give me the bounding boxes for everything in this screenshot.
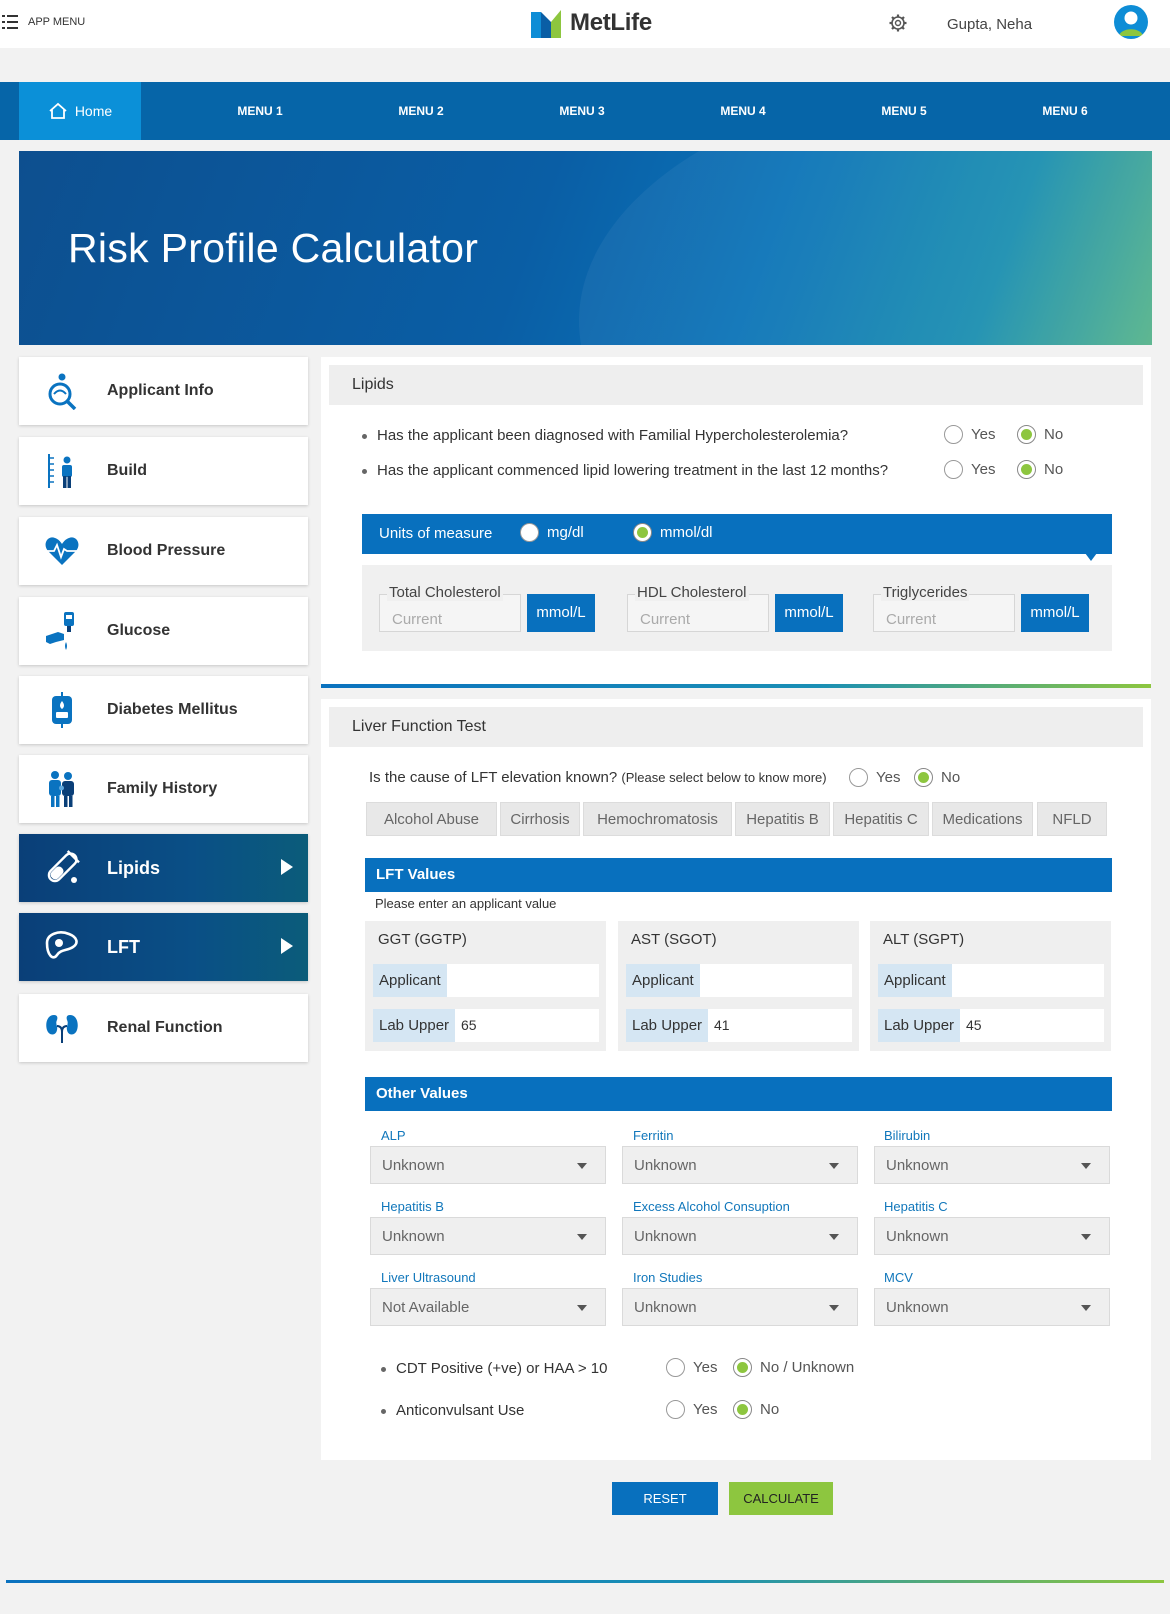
hepatitis-b-label: Hepatitis B: [381, 1199, 444, 1214]
bilirubin-label: Bilirubin: [884, 1128, 931, 1143]
select-value: Unknown: [382, 1157, 445, 1174]
unit-mgdl-radio[interactable]: [520, 523, 584, 542]
radio-circle: [520, 523, 539, 542]
applicant-input[interactable]: [626, 964, 852, 997]
mcv-select[interactable]: [874, 1288, 1110, 1326]
row-label: Lab Upper: [626, 1009, 708, 1042]
card-title: AST (SGOT): [631, 931, 717, 948]
sidebar-item-renal-function[interactable]: [19, 994, 308, 1062]
row-value: 45: [966, 1017, 982, 1033]
lab-upper-input[interactable]: [878, 1009, 1104, 1042]
lft-icon: [37, 927, 87, 967]
family-icon: [37, 769, 87, 809]
radio-circle-selected: [1017, 460, 1036, 479]
user-name[interactable]: Gupta, Neha: [947, 16, 1033, 33]
nav-menu-4[interactable]: MENU 4: [720, 104, 766, 118]
hero-decoration: [579, 151, 1152, 345]
question-text: Is the cause of LFT elevation known?: [369, 769, 618, 786]
ferritin-label: Ferritin: [633, 1128, 674, 1143]
row-label: Applicant: [878, 964, 952, 997]
sidebar-item-label: Blood Pressure: [107, 542, 226, 559]
radio-label: mmol/dl: [660, 524, 713, 541]
caret-down-icon: [1081, 1234, 1091, 1240]
select-value: Unknown: [886, 1228, 949, 1245]
sidebar-item-label: LFT: [107, 936, 140, 957]
question-text: Anticonvulsant Use: [396, 1402, 525, 1419]
chevron-right-icon: [281, 859, 293, 875]
cdt-yes-radio[interactable]: [666, 1358, 717, 1377]
bullet-icon: [362, 469, 367, 474]
caret-down-icon: [1081, 1305, 1091, 1311]
lft-values-header: LFT Values: [365, 858, 1112, 892]
card-title: ALT (SGPT): [883, 931, 965, 948]
radio-circle: [944, 460, 963, 479]
lft-cause-no-radio[interactable]: [914, 768, 960, 787]
user-avatar-icon: [1114, 5, 1148, 39]
nav-home-label: Home: [74, 103, 113, 119]
nav-menu-5[interactable]: MENU 5: [881, 104, 927, 118]
caret-down-icon: [829, 1163, 839, 1169]
lipids-title: Lipids: [329, 365, 1143, 405]
sidebar-item-label: Renal Function: [107, 1019, 223, 1036]
sidebar-item-lft[interactable]: [19, 913, 308, 981]
anticonvulsant-no-radio[interactable]: [733, 1400, 779, 1419]
bullet-icon: [381, 1367, 386, 1372]
select-value: Unknown: [382, 1228, 445, 1245]
unit-button[interactable]: mmol/L: [1021, 594, 1089, 632]
applicant-input[interactable]: [373, 964, 599, 997]
total-cholesterol-field[interactable]: [379, 584, 521, 632]
caret-down-icon: [829, 1305, 839, 1311]
bullet-icon: [381, 1409, 386, 1414]
lft-card-ast: [618, 921, 859, 1051]
caret-down-icon: [577, 1234, 587, 1240]
question-text: Has the applicant been diagnosed with Familial Hypercholesterolemia?: [377, 427, 849, 444]
brand-name: MetLife: [570, 9, 652, 36]
anticonvulsant-yes-radio[interactable]: [666, 1400, 717, 1419]
radio-label: Yes: [971, 426, 996, 443]
nav-menu-2[interactable]: MENU 2: [398, 104, 444, 118]
question-text: CDT Positive (+ve) or HAA > 10: [396, 1360, 608, 1377]
excess-alcohol-label: Excess Alcohol Consuption: [633, 1199, 790, 1214]
cdt-no-unknown-radio[interactable]: [733, 1358, 854, 1377]
question-anticonvulsant-use: [381, 1402, 524, 1419]
other-values-header: Other Values: [365, 1077, 1112, 1111]
lft-card-ggt: [365, 921, 606, 1051]
unit-button[interactable]: mmol/L: [527, 594, 595, 632]
liver-ultrasound-select[interactable]: [370, 1288, 606, 1326]
liver-ultrasound-label: Liver Ultrasound: [381, 1270, 476, 1285]
row-label: Applicant: [373, 964, 447, 997]
reset-button[interactable]: RESET: [612, 1482, 718, 1515]
cause-chip-hepatitis-b[interactable]: Hepatitis B: [735, 802, 830, 836]
top-bar: [0, 0, 1170, 48]
select-value: Unknown: [634, 1299, 697, 1316]
radio-circle: [849, 768, 868, 787]
row-value: 41: [714, 1017, 730, 1033]
select-value: Not Available: [382, 1299, 470, 1316]
radio-label: Yes: [971, 461, 996, 478]
alp-select[interactable]: [370, 1146, 606, 1184]
hdl-cholesterol-field[interactable]: [627, 584, 769, 632]
home-icon: [48, 102, 68, 120]
cause-chip-hemochromatosis[interactable]: Hemochromatosis: [583, 802, 732, 836]
metlife-logo[interactable]: [531, 8, 652, 38]
radio-label: No: [760, 1401, 780, 1418]
sidebar-item-label: Lipids: [107, 857, 160, 878]
field-placeholder: Current: [640, 611, 691, 628]
caret-down-icon: [577, 1163, 587, 1169]
build-icon: [37, 451, 87, 491]
nav-menu-3[interactable]: MENU 3: [559, 104, 605, 118]
hepatitis-b-select[interactable]: [370, 1217, 606, 1255]
gear-icon[interactable]: [888, 13, 908, 33]
question-text: Has the applicant commenced lipid lowering treatment in the last 12 months?: [377, 462, 889, 479]
units-pointer: [1085, 553, 1097, 561]
units-label: Units of measure: [379, 525, 493, 542]
iron-studies-select[interactable]: [622, 1288, 858, 1326]
radio-label: Yes: [693, 1401, 718, 1418]
sidebar-item-label: Family History: [107, 780, 218, 797]
excess-alcohol-select[interactable]: [622, 1217, 858, 1255]
select-value: Unknown: [886, 1299, 949, 1316]
applicant-icon: [37, 371, 87, 411]
radio-label: No: [1044, 461, 1064, 478]
lab-upper-input[interactable]: [373, 1009, 599, 1042]
sidebar-item-applicant-info[interactable]: [19, 357, 308, 425]
radio-label: Yes: [693, 1359, 718, 1376]
select-value: Unknown: [634, 1228, 697, 1245]
radio-label: Yes: [876, 769, 901, 786]
question-familial-hypercholesterolemia: [362, 427, 848, 444]
cause-chip-alcohol-abuse[interactable]: Alcohol Abuse: [366, 802, 497, 836]
user-avatar[interactable]: [1114, 5, 1148, 39]
radio-label: mg/dl: [547, 524, 584, 541]
bullet-icon: [362, 434, 367, 439]
sidebar-item-build[interactable]: [19, 437, 308, 505]
lft-values-hint: Please enter an applicant value: [375, 896, 557, 911]
radio-label: No: [941, 769, 961, 786]
cause-chip-cirrhosis[interactable]: Cirrhosis: [500, 802, 580, 836]
caret-down-icon: [1081, 1163, 1091, 1169]
q2-no-radio[interactable]: [1017, 460, 1063, 479]
ferritin-select[interactable]: [622, 1146, 858, 1184]
field-placeholder: Current: [392, 611, 443, 628]
units-of-measure-bar: [362, 514, 1112, 554]
lipids-icon: [37, 848, 87, 888]
row-label: Lab Upper: [373, 1009, 455, 1042]
field-placeholder: Current: [886, 611, 937, 628]
hepatitis-c-select[interactable]: [874, 1217, 1110, 1255]
nav-menu-1[interactable]: MENU 1: [237, 104, 283, 118]
caret-down-icon: [829, 1234, 839, 1240]
cholesterol-inputs: [362, 565, 1112, 651]
row-label: Lab Upper: [878, 1009, 960, 1042]
radio-circle-selected: [914, 768, 933, 787]
cause-chip-hepatitis-c[interactable]: Hepatitis C: [833, 802, 929, 836]
sidebar-item-glucose[interactable]: [19, 597, 308, 665]
q1-no-radio[interactable]: [1017, 425, 1063, 444]
row-value: 65: [461, 1017, 477, 1033]
sidebar-item-family-history[interactable]: [19, 755, 308, 823]
caret-down-icon: [577, 1305, 587, 1311]
main-nav: [0, 82, 1170, 140]
radio-circle-selected: [633, 523, 652, 542]
field-label: Total Cholesterol: [389, 584, 501, 601]
sidebar-item-diabetes-mellitus[interactable]: [19, 676, 308, 744]
bilirubin-select[interactable]: [874, 1146, 1110, 1184]
radio-circle-selected: [733, 1400, 752, 1419]
select-value: Unknown: [886, 1157, 949, 1174]
hepatitis-c-label: Hepatitis C: [884, 1199, 948, 1214]
field-label: Triglycerides: [883, 584, 968, 601]
nav-menu-6[interactable]: MENU 6: [1042, 104, 1088, 118]
cause-chip-medications[interactable]: Medications: [932, 802, 1033, 836]
question-lipid-lowering-treatment: [362, 462, 888, 479]
heart-icon: [37, 531, 87, 571]
question-lft-cause: [369, 769, 827, 786]
calculate-button[interactable]: CALCULATE: [729, 1482, 833, 1515]
applicant-input[interactable]: [878, 964, 1104, 997]
sidebar-item-lipids[interactable]: [19, 834, 308, 902]
sidebar-item-label: Glucose: [107, 622, 171, 639]
alp-label: ALP: [381, 1128, 406, 1143]
radio-circle: [666, 1358, 685, 1377]
unit-button[interactable]: mmol/L: [775, 594, 843, 632]
card-title: GGT (GGTP): [378, 931, 467, 948]
lft-title: Liver Function Test: [329, 707, 1143, 747]
question-cdt-positive: [381, 1360, 607, 1377]
sidebar-item-label: Diabetes Mellitus: [107, 701, 238, 718]
chevron-right-icon: [281, 938, 293, 954]
radio-circle: [666, 1400, 685, 1419]
radio-label: No: [1044, 426, 1064, 443]
unit-mmoldl-radio[interactable]: [633, 523, 713, 542]
app-menu-button[interactable]: [2, 15, 85, 29]
menu-icon: [2, 15, 18, 29]
lft-card-alt: [870, 921, 1111, 1051]
sidebar-item-blood-pressure[interactable]: [19, 517, 308, 585]
radio-circle-selected: [733, 1358, 752, 1377]
app-menu-label: APP MENU: [28, 16, 86, 28]
nav-home[interactable]: [19, 82, 141, 140]
cause-chip-nfld[interactable]: NFLD: [1037, 802, 1107, 836]
section-divider: [321, 684, 1151, 688]
metlife-logo-icon: [531, 8, 563, 38]
glucose-icon: [37, 611, 87, 651]
sidebar-item-label: Applicant Info: [107, 382, 214, 399]
radio-circle-selected: [1017, 425, 1036, 444]
radio-circle: [944, 425, 963, 444]
lab-upper-input[interactable]: [626, 1009, 852, 1042]
row-label: Applicant: [626, 964, 700, 997]
lft-cause-yes-radio[interactable]: [849, 768, 900, 787]
question-hint: (Please select below to know more): [621, 770, 827, 785]
radio-label: No / Unknown: [760, 1359, 855, 1376]
q2-yes-radio[interactable]: [944, 460, 995, 479]
diabetes-icon: [37, 690, 87, 730]
triglycerides-field[interactable]: [873, 584, 1015, 632]
page-title: Risk Profile Calculator: [68, 225, 479, 271]
sidebar-item-label: Build: [107, 462, 147, 479]
field-label: HDL Cholesterol: [637, 584, 747, 601]
footer-divider: [6, 1580, 1164, 1583]
hero-banner: [19, 151, 1152, 345]
mcv-label: MCV: [884, 1270, 913, 1285]
kidney-icon: [37, 1008, 87, 1048]
q1-yes-radio[interactable]: [944, 425, 995, 444]
select-value: Unknown: [634, 1157, 697, 1174]
iron-studies-label: Iron Studies: [633, 1270, 703, 1285]
